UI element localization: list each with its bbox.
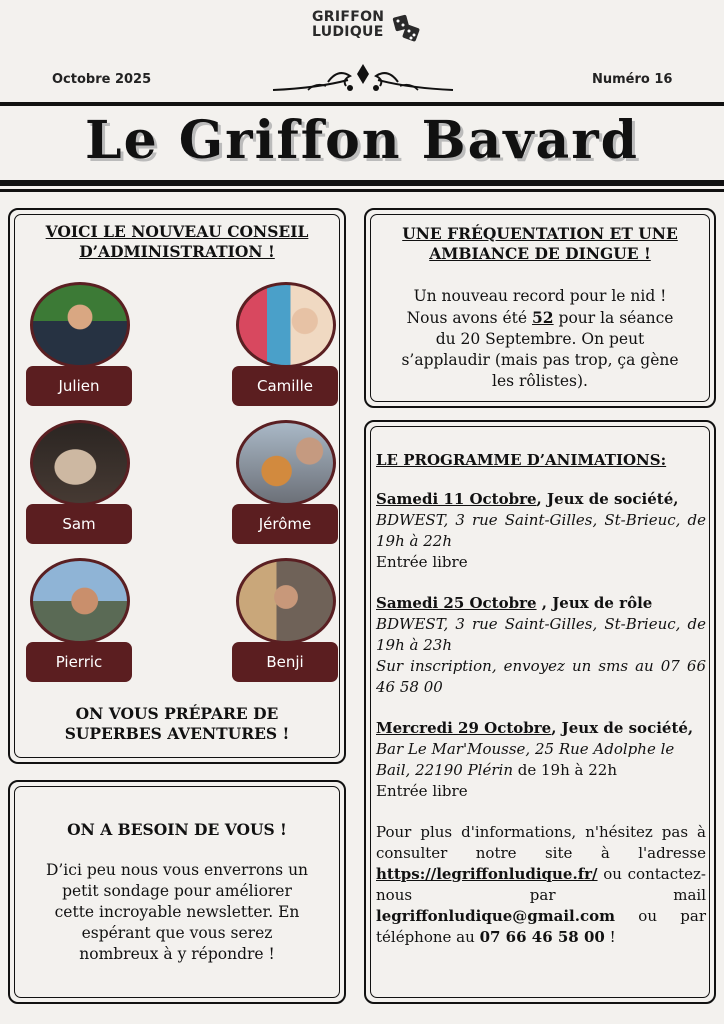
member-name: Jérôme [232, 504, 338, 544]
attendance-line: les rôlistes). [492, 372, 588, 390]
needs-line: petit sondage pour améliorer [62, 882, 292, 900]
needs-panel [8, 780, 346, 1004]
needs-line: nombreux à y répondre ! [79, 945, 275, 963]
attendance-line [366, 307, 714, 329]
avatar [236, 558, 336, 644]
logo [312, 8, 424, 52]
event-note: Sur inscription, envoyez un sms au 07 66 46 58 00 [376, 657, 706, 696]
member-name: Sam [26, 504, 132, 544]
event-note: Entrée libre [376, 553, 468, 571]
attendance-line: s’applaudir (mais pas trop, ça gène [401, 351, 679, 369]
issue-number: Numéro 16 [592, 72, 673, 87]
board-footer-line1: ON VOUS PRÉPARE DE [75, 704, 279, 723]
masthead-rule-bottom [0, 180, 724, 186]
board-title-line1: VOICI LE NOUVEAU CONSEIL [45, 222, 309, 241]
needs-line: cette incroyable newsletter. En [54, 903, 300, 921]
member-card [26, 420, 136, 546]
attendance-text [366, 286, 714, 392]
member-card [232, 420, 342, 546]
member-card [26, 282, 136, 408]
event-date: Samedi 25 Octobre [376, 594, 537, 612]
attendance-line: du 20 Septembre. On peut [435, 330, 645, 348]
event-type: , Jeux de rôle [536, 594, 653, 612]
needs-text [10, 860, 344, 965]
attendance-count: 52 [532, 308, 554, 327]
info-text: ou par téléphone au [376, 907, 706, 946]
member-card [232, 282, 342, 408]
masthead-title: Le Griffon Bavard [85, 110, 639, 171]
event-place: Bar Le Mar'Mousse, 25 Rue Adolphe le Bail, 22190 Plérin [376, 740, 675, 779]
info-text: ou contactez-nous par mail [376, 865, 706, 904]
masthead-rule-top [0, 102, 724, 106]
dice-icon [392, 14, 422, 44]
ornament-icon [268, 60, 458, 96]
avatar [30, 282, 130, 368]
event-place: BDWEST, 3 rue Saint-Gilles, St-Brieuc, de 19h à 23h [376, 615, 706, 654]
event-block [376, 489, 706, 573]
board-footer [10, 704, 344, 744]
attendance-line: Un nouveau record pour le nid ! [413, 287, 667, 305]
logo-line2: LUDIQUE [312, 24, 384, 40]
logo-line1: GRIFFON [312, 9, 385, 25]
event-date: Mercredi 29 Octobre [376, 719, 552, 737]
phone-number: 07 66 46 58 00 [479, 928, 605, 946]
attendance-title [366, 224, 714, 264]
avatar [30, 558, 130, 644]
member-name: Julien [26, 366, 132, 406]
event-date: Samedi 11 Octobre [376, 490, 537, 508]
needs-line: D’ici peu nous vous enverrons un [45, 861, 309, 879]
member-name: Camille [232, 366, 338, 406]
email-link[interactable]: legriffonludique@gmail.com [376, 907, 615, 925]
attendance-panel [364, 208, 716, 408]
event-type: , Jeux de société, [551, 719, 694, 737]
avatar [236, 282, 336, 368]
avatar [30, 420, 130, 506]
website-link[interactable]: https://legriffonludique.fr/ [376, 865, 598, 883]
board-title [10, 222, 344, 262]
program-title: LE PROGRAMME D’ANIMATIONS: [376, 451, 667, 469]
event-block [376, 593, 706, 698]
event-place: BDWEST, 3 rue Saint-Gilles, St-Brieuc, de 19h à 22h [376, 511, 706, 550]
member-name: Benji [232, 642, 338, 682]
member-card [232, 558, 342, 684]
event-type: , Jeux de société, [536, 490, 679, 508]
info-text: Pour plus d'informations, n'hésitez pas à consulter notre site à l'adresse [376, 823, 706, 862]
attendance-title-line1: UNE FRÉQUENTATION ET UNE [402, 224, 678, 243]
attendance-title-line2: AMBIANCE DE DINGUE ! [429, 244, 651, 263]
event-time: de 19h à 22h [512, 761, 617, 779]
program-panel [364, 420, 716, 1004]
attendance-text-part: pour la séance [553, 309, 674, 327]
board-footer-line2: SUPERBES AVENTURES ! [64, 724, 290, 743]
member-name: Pierric [26, 642, 132, 682]
board-panel [8, 208, 346, 764]
program-info [376, 822, 706, 948]
board-title-line2: D’ADMINISTRATION ! [79, 242, 275, 261]
event-block [376, 718, 706, 802]
info-text: ! [604, 928, 616, 946]
attendance-text-part: Nous avons été [406, 309, 533, 327]
needs-title: ON A BESOIN DE VOUS ! [67, 820, 287, 839]
logo-text [312, 10, 384, 40]
masthead-rule-bottom-thin [0, 189, 724, 192]
issue-date: Octobre 2025 [52, 72, 152, 87]
member-card [26, 558, 136, 684]
event-note: Entrée libre [376, 782, 468, 800]
avatar [236, 420, 336, 506]
needs-line: espérant que vous serez [81, 924, 273, 942]
